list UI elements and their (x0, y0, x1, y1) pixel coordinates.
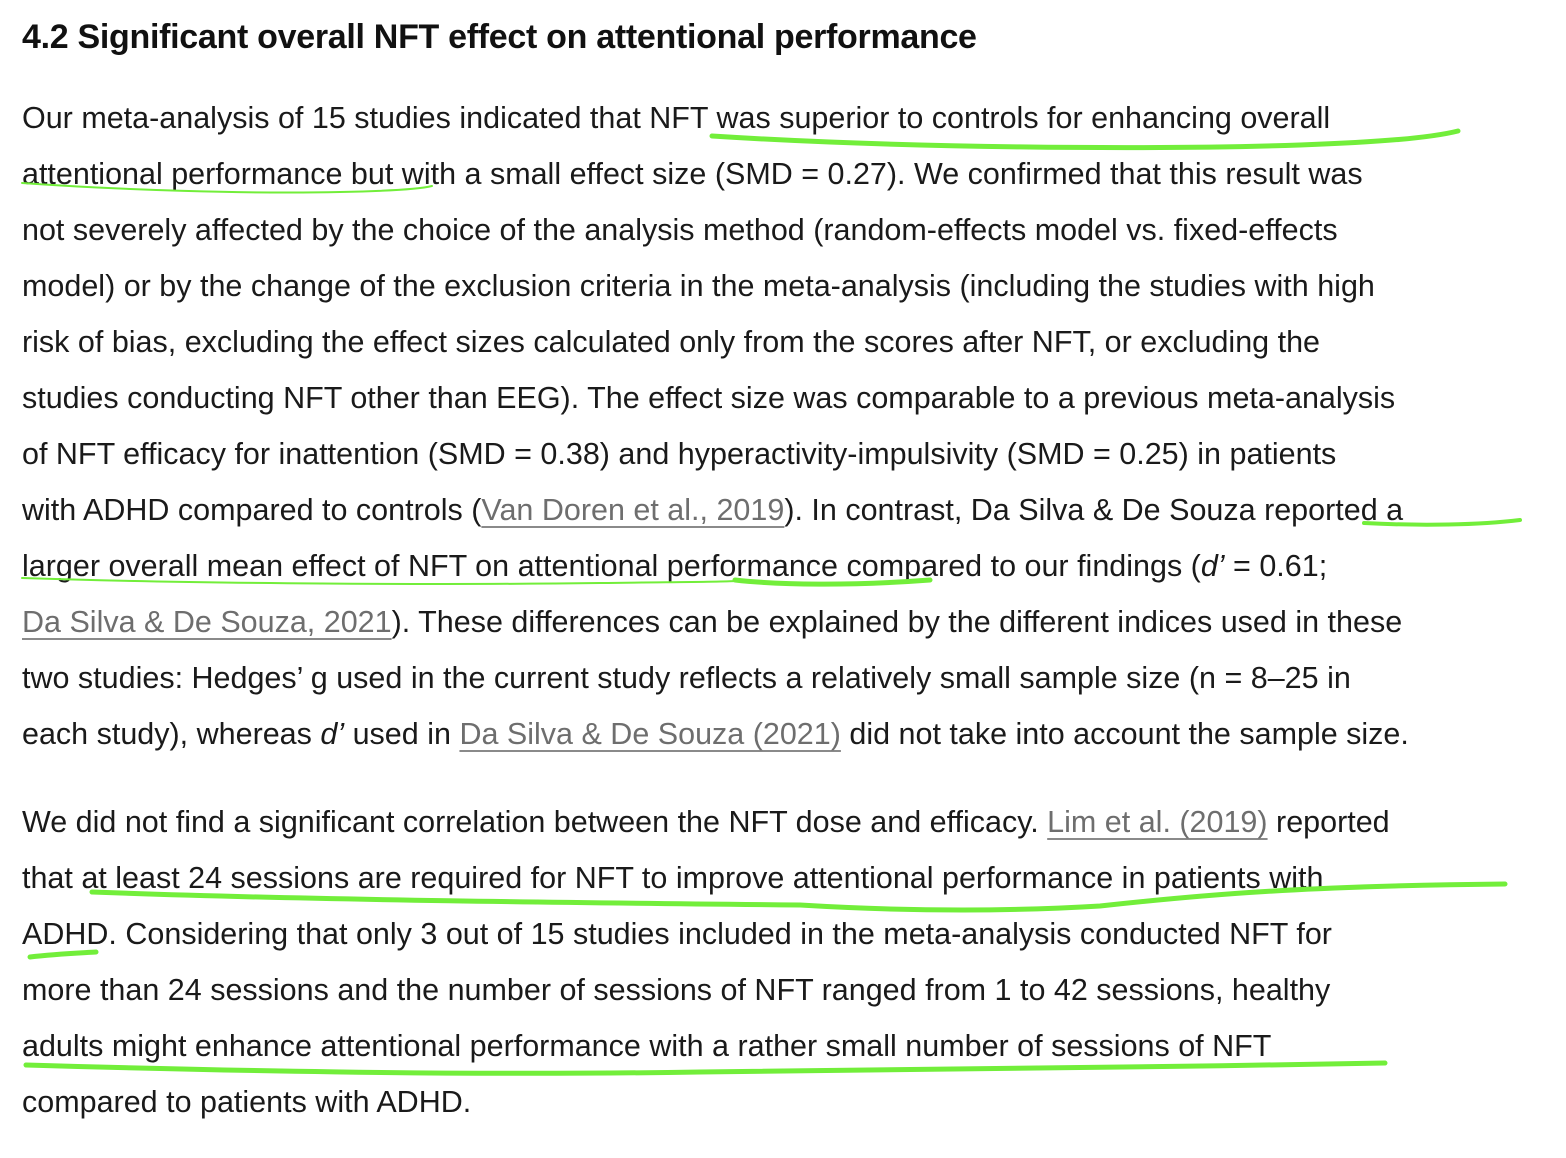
paragraph2-line-5: adults might enhance attentional performance with a rather small number of sessions of NFT (22, 1029, 1272, 1063)
text-segment: each study), whereas (22, 717, 321, 751)
paragraph1-line-10 (22, 602, 1402, 642)
paragraph2-line-2: that at least 24 sessions are required for NFT to improve attentional performance in patients with (22, 861, 1324, 895)
text-segment: with ADHD compared to controls ( (22, 493, 482, 527)
citation-link-lim-2019[interactable]: Lim et al. (2019) (1047, 805, 1268, 839)
paragraph1-line-12 (22, 714, 1409, 754)
paragraph1-line-7: of NFT efficacy for inattention (SMD = 0.38) and hyperactivity-impulsivity (SMD = 0.25) in patients (22, 437, 1337, 471)
text-segment: used in (344, 717, 460, 751)
citation-link-van-doren-2019[interactable]: Van Doren et al., 2019 (481, 493, 785, 527)
text-segment: We did not find a significant correlation between the NFT dose and efficacy. (22, 805, 1048, 839)
text-segment: reported (1267, 805, 1390, 839)
text-segment: larger overall mean effect of NFT on attentional performance compared to our findings ( (22, 549, 1201, 583)
text-segment: did not take into account the sample size. (840, 717, 1409, 751)
text-segment: = 0.61; (1224, 549, 1328, 583)
paragraph2-line-6: compared to patients with ADHD. (22, 1085, 472, 1119)
paragraph1-line-4: model) or by the change of the exclusion criteria in the meta-analysis (including the studies with high (22, 269, 1375, 303)
paragraph1-line-11: two studies: Hedges’ g used in the current study reflects a relatively small sample size (n = 8–25 in (22, 661, 1351, 695)
citation-link-da-silva-2021[interactable]: Da Silva & De Souza, 2021 (22, 605, 392, 639)
paragraph2-line-3: ADHD. Considering that only 3 out of 15 studies included in the meta-analysis conducted NFT for (22, 917, 1332, 951)
d-prime-symbol: d’ (320, 717, 345, 751)
paragraph1-line-1: Our meta-analysis of 15 studies indicated that NFT was superior to controls for enhancing overall (22, 101, 1331, 135)
paragraph1-line-8 (22, 490, 1403, 530)
paragraph1-line-3: not severely affected by the choice of the analysis method (random-effects model vs. fixed-effects (22, 213, 1338, 247)
citation-link-da-silva-2021-narrative[interactable]: Da Silva & De Souza (2021) (459, 717, 841, 751)
d-prime-symbol: d’ (1200, 549, 1225, 583)
paragraph2-line-4: more than 24 sessions and the number of sessions of NFT ranged from 1 to 42 sessions, healthy (22, 973, 1331, 1007)
paragraph1-line-5: risk of bias, excluding the effect sizes calculated only from the scores after NFT, or excluding the (22, 325, 1320, 359)
paragraph1-line-6: studies conducting NFT other than EEG). The effect size was comparable to a previous meta-analysis (22, 381, 1396, 415)
paragraph1-line-9 (22, 546, 1327, 586)
section-heading: 4.2 Significant overall NFT effect on attentional performance (22, 18, 977, 56)
paragraph2-line-1 (22, 802, 1390, 842)
text-segment: ). In contrast, Da Silva & De Souza reported a (784, 493, 1404, 527)
paragraph1-line-2: attentional performance but with a small effect size (SMD = 0.27). We confirmed that this result was (22, 157, 1363, 191)
text-segment: ). These differences can be explained by the different indices used in these (391, 605, 1403, 639)
